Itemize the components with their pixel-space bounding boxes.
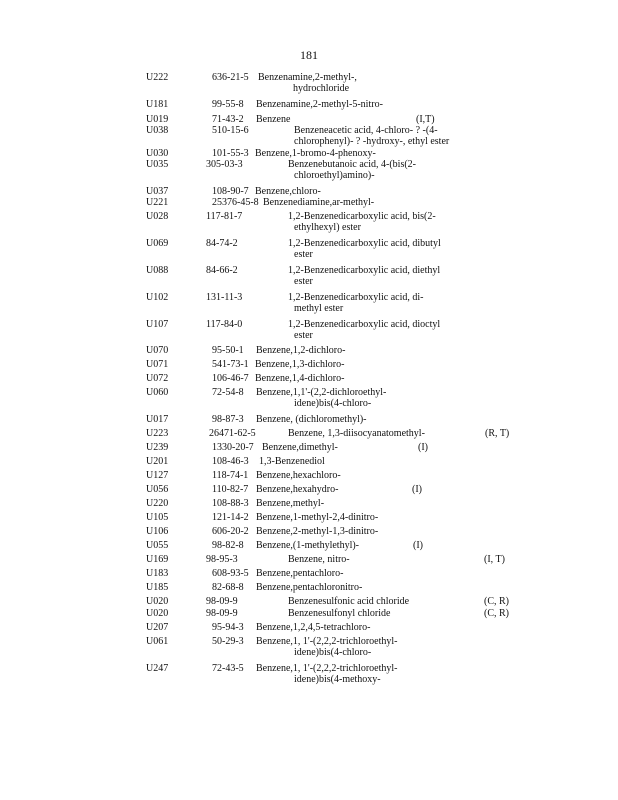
chemical-name bbox=[256, 636, 397, 658]
waste-code: U061 bbox=[146, 636, 169, 647]
waste-code: U102 bbox=[146, 292, 169, 303]
chemical-name-line1: Benzene,1-methyl-2,4-dinitro- bbox=[256, 512, 379, 523]
waste-code: U037 bbox=[146, 186, 169, 197]
chemical-name bbox=[256, 345, 345, 356]
waste-code: U239 bbox=[146, 442, 169, 453]
table-row bbox=[0, 359, 618, 373]
chemical-name-line1: Benzene,1, 1'-(2,2,2-trichloroethyl- bbox=[256, 663, 398, 674]
cas-number: 510-15-6 bbox=[212, 125, 249, 136]
cas-number: 118-74-1 bbox=[212, 470, 249, 481]
chemical-name-line2: hydrochloride bbox=[293, 83, 350, 94]
chemical-name bbox=[258, 72, 357, 94]
chemical-name-line1: Benzene,1,2,4,5-tetrachloro- bbox=[256, 622, 371, 633]
cas-number: 98-87-3 bbox=[212, 414, 244, 425]
chemical-name-line1: 1,2-Benzenedicarboxylic acid, diethyl bbox=[288, 265, 441, 276]
waste-code: U056 bbox=[146, 484, 169, 495]
chemical-name bbox=[256, 114, 290, 125]
cas-number: 108-90-7 bbox=[212, 186, 249, 197]
chemical-name-line2: methyl ester bbox=[294, 303, 344, 314]
hazard-flag: (I) bbox=[418, 442, 428, 453]
chemical-name-line2: idene)bis(4-chloro- bbox=[294, 647, 372, 658]
waste-code: U069 bbox=[146, 238, 169, 249]
cas-number: 95-50-1 bbox=[212, 345, 244, 356]
chemical-name-line1: 1,2-Benzenedicarboxylic acid, dibutyl bbox=[288, 238, 441, 249]
waste-code: U223 bbox=[146, 428, 169, 439]
table-row bbox=[0, 596, 618, 608]
table-row bbox=[0, 554, 618, 568]
chemical-name bbox=[288, 211, 436, 233]
cas-number: 82-68-8 bbox=[212, 582, 244, 593]
chemical-name-line1: Benzene,pentachloro- bbox=[256, 568, 344, 579]
cas-number: 84-66-2 bbox=[206, 265, 238, 276]
table-row bbox=[0, 582, 618, 596]
chemical-name bbox=[255, 373, 344, 384]
chemical-name-line1: Benzene, 1,3-diisocyanatomethyl- bbox=[288, 428, 425, 439]
chemical-name-line1: Benzenesulfonic acid chloride bbox=[288, 596, 410, 607]
table-row bbox=[0, 498, 618, 512]
chemical-name bbox=[255, 186, 321, 197]
table-row bbox=[0, 608, 618, 622]
waste-code: U220 bbox=[146, 498, 169, 509]
chemical-name bbox=[288, 238, 441, 260]
cas-number: 131-11-3 bbox=[206, 292, 243, 303]
cas-number: 636-21-5 bbox=[212, 72, 249, 83]
chemical-name bbox=[256, 512, 378, 523]
table-row bbox=[0, 387, 618, 414]
chemical-name-line1: Benzenamine,2-methyl-, bbox=[258, 72, 357, 83]
chemical-name-line2: idene)bis(4-methoxy- bbox=[294, 674, 381, 685]
cas-number: 71-43-2 bbox=[212, 114, 244, 125]
chemical-name-line1: Benzene,1,3-dichloro- bbox=[255, 359, 345, 370]
cas-number: 106-46-7 bbox=[212, 373, 249, 384]
chemical-name bbox=[256, 540, 359, 551]
chemical-name bbox=[288, 608, 390, 619]
chemical-name-line1: 1,3-Benzenediol bbox=[259, 456, 325, 467]
waste-code: U030 bbox=[146, 148, 169, 159]
hazard-flag: (I, T) bbox=[484, 554, 505, 565]
table-row bbox=[0, 319, 618, 345]
table-row bbox=[0, 114, 618, 125]
chemical-name-line1: 1,2-Benzenedicarboxylic acid, di- bbox=[288, 292, 424, 303]
chemical-name-line1: Benzene,2-methyl-1,3-dinitro- bbox=[256, 526, 379, 537]
cas-number: 117-84-0 bbox=[206, 319, 243, 330]
table-row bbox=[0, 99, 618, 114]
waste-code: U221 bbox=[146, 197, 169, 208]
waste-code: U107 bbox=[146, 319, 169, 330]
waste-code: U038 bbox=[146, 125, 169, 136]
table-row bbox=[0, 345, 618, 359]
chemical-name-line1: Benzene, nitro- bbox=[288, 554, 350, 565]
cas-number: 50-29-3 bbox=[212, 636, 244, 647]
cas-number: 98-95-3 bbox=[206, 554, 238, 565]
chemical-name bbox=[288, 319, 440, 341]
cas-number: 98-09-9 bbox=[206, 596, 238, 607]
table-row bbox=[0, 186, 618, 197]
chemical-name-line1: 1,2-Benzenedicarboxylic acid, dioctyl bbox=[288, 319, 441, 330]
chemical-name-line1: Benzene,dimethyl- bbox=[262, 442, 338, 453]
waste-code: U201 bbox=[146, 456, 169, 467]
chemical-name-line1: Benzene bbox=[256, 114, 291, 125]
waste-code: U127 bbox=[146, 470, 169, 481]
waste-code: U028 bbox=[146, 211, 169, 222]
waste-code: U017 bbox=[146, 414, 169, 425]
chemical-name-line2: ester bbox=[294, 276, 313, 287]
waste-code: U222 bbox=[146, 72, 169, 83]
waste-code: U071 bbox=[146, 359, 169, 370]
cas-number: 72-54-8 bbox=[212, 387, 244, 398]
table-row bbox=[0, 373, 618, 387]
waste-code: U181 bbox=[146, 99, 169, 110]
table-row bbox=[0, 159, 618, 186]
chemical-name-line1: Benzene,(1-methylethyl)- bbox=[256, 540, 360, 551]
chemical-name bbox=[256, 99, 383, 110]
chemical-name-line1: Benzenamine,2-methyl-5-nitro- bbox=[256, 99, 383, 110]
waste-code: U247 bbox=[146, 663, 169, 674]
cas-number: 72-43-5 bbox=[212, 663, 244, 674]
waste-code: U105 bbox=[146, 512, 169, 523]
chemical-name-line1: Benzene,1,4-dichloro- bbox=[255, 373, 345, 384]
chemical-name bbox=[256, 387, 386, 409]
waste-code: U185 bbox=[146, 582, 169, 593]
hazard-flag: (C, R) bbox=[484, 608, 509, 619]
cas-number: 305-03-3 bbox=[206, 159, 243, 170]
cas-number: 101-55-3 bbox=[212, 148, 249, 159]
chemical-name-line1: Benzene,1,1'-(2,2-dichloroethyl- bbox=[256, 387, 387, 398]
hazardous-waste-table bbox=[0, 72, 618, 690]
waste-code: U088 bbox=[146, 265, 169, 276]
cas-number: 25376-45-8 bbox=[212, 197, 259, 208]
chemical-name bbox=[255, 148, 376, 159]
table-row bbox=[0, 636, 618, 663]
chemical-name bbox=[288, 159, 416, 181]
chemical-name-line2: ester bbox=[294, 330, 313, 341]
chemical-name bbox=[262, 442, 338, 453]
waste-code: U035 bbox=[146, 159, 169, 170]
cas-number: 608-93-5 bbox=[212, 568, 249, 579]
chemical-name bbox=[256, 622, 370, 633]
chemical-name bbox=[259, 456, 325, 467]
cas-number: 108-46-3 bbox=[212, 456, 249, 467]
table-row bbox=[0, 540, 618, 554]
chemical-name-line1: Benzene,hexahydro- bbox=[256, 484, 339, 495]
hazard-flag: (I,T) bbox=[416, 114, 435, 125]
chemical-name-line1: Benzene,methyl- bbox=[256, 498, 325, 509]
cas-number: 98-82-8 bbox=[212, 540, 244, 551]
table-row bbox=[0, 238, 618, 265]
hazard-flag: (I) bbox=[412, 484, 422, 495]
table-row bbox=[0, 197, 618, 211]
chemical-name-line1: Benzenesulfonyl chloride bbox=[288, 608, 391, 619]
waste-code: U019 bbox=[146, 114, 169, 125]
chemical-name-line1: Benzenediamine,ar-methyl- bbox=[263, 197, 375, 208]
cas-number: 99-55-8 bbox=[212, 99, 244, 110]
waste-code: U207 bbox=[146, 622, 169, 633]
chemical-name bbox=[294, 125, 449, 147]
waste-code: U070 bbox=[146, 345, 169, 356]
hazard-flag: (I) bbox=[413, 540, 423, 551]
chemical-name-line1: Benzene,1-bromo-4-phenoxy- bbox=[255, 148, 376, 159]
chemical-name-line2: ethylhexyl) ester bbox=[294, 222, 361, 233]
table-row bbox=[0, 72, 618, 99]
waste-code: U020 bbox=[146, 608, 169, 619]
chemical-name bbox=[256, 484, 338, 495]
table-row bbox=[0, 456, 618, 470]
cas-number: 95-94-3 bbox=[212, 622, 244, 633]
cas-number: 84-74-2 bbox=[206, 238, 238, 249]
waste-code: U183 bbox=[146, 568, 169, 579]
chemical-name bbox=[256, 582, 362, 593]
chemical-name bbox=[256, 526, 378, 537]
table-row bbox=[0, 442, 618, 456]
chemical-name-line2: ester bbox=[294, 249, 313, 260]
waste-code: U060 bbox=[146, 387, 169, 398]
cas-number: 117-81-7 bbox=[206, 211, 243, 222]
page-number: 181 bbox=[300, 48, 318, 62]
chemical-name-line1: Benzeneacetic acid, 4-chloro- ? -(4- bbox=[294, 125, 438, 136]
table-row bbox=[0, 148, 618, 159]
cas-number: 606-20-2 bbox=[212, 526, 249, 537]
table-row bbox=[0, 292, 618, 319]
cas-number: 108-88-3 bbox=[212, 498, 249, 509]
table-row bbox=[0, 484, 618, 498]
cas-number: 1330-20-7 bbox=[212, 442, 254, 453]
waste-code: U072 bbox=[146, 373, 169, 384]
waste-code: U106 bbox=[146, 526, 169, 537]
table-row bbox=[0, 428, 618, 442]
hazard-flag: (R, T) bbox=[485, 428, 510, 439]
cas-number: 98-09-9 bbox=[206, 608, 238, 619]
table-row bbox=[0, 414, 618, 428]
hazard-flag: (C, R) bbox=[484, 596, 509, 607]
chemical-name bbox=[288, 292, 424, 314]
cas-number: 541-73-1 bbox=[212, 359, 249, 370]
cas-number: 110-82-7 bbox=[212, 484, 249, 495]
chemical-name-line1: Benzene,1, 1'-(2,2,2-trichloroethyl- bbox=[256, 636, 398, 647]
table-row bbox=[0, 663, 618, 690]
table-row bbox=[0, 470, 618, 484]
table-row bbox=[0, 526, 618, 540]
chemical-name bbox=[256, 663, 397, 685]
table-row bbox=[0, 622, 618, 636]
chemical-name-line1: Benzene,hexachloro- bbox=[256, 470, 341, 481]
table-row bbox=[0, 512, 618, 526]
chemical-name bbox=[288, 265, 440, 287]
chemical-name bbox=[256, 414, 367, 425]
chemical-name bbox=[256, 568, 343, 579]
chemical-name-line2: chloroethyl)amino)- bbox=[294, 170, 375, 181]
table-row bbox=[0, 568, 618, 582]
chemical-name-line1: Benzene, (dichloromethyl)- bbox=[256, 414, 367, 425]
table-row bbox=[0, 265, 618, 292]
cas-number: 121-14-2 bbox=[212, 512, 249, 523]
chemical-name-line1: Benzene,chloro- bbox=[255, 186, 321, 197]
chemical-name bbox=[288, 596, 409, 607]
chemical-name bbox=[288, 428, 425, 439]
cas-number: 26471-62-5 bbox=[209, 428, 256, 439]
chemical-name-line2: chlorophenyl)- ? -hydroxy-, ethyl ester bbox=[294, 136, 450, 147]
chemical-name-line2: idene)bis(4-chloro- bbox=[294, 398, 372, 409]
chemical-name-line1: Benzene,1,2-dichloro- bbox=[256, 345, 346, 356]
chemical-name-line1: Benzenebutanoic acid, 4-(bis(2- bbox=[288, 159, 417, 170]
chemical-name bbox=[255, 359, 344, 370]
table-row bbox=[0, 211, 618, 238]
chemical-name-line1: Benzene,pentachloronitro- bbox=[256, 582, 363, 593]
chemical-name bbox=[256, 470, 341, 481]
chemical-name bbox=[256, 498, 324, 509]
chemical-name-line1: 1,2-Benzenedicarboxylic acid, bis(2- bbox=[288, 211, 436, 222]
waste-code: U169 bbox=[146, 554, 169, 565]
waste-code: U055 bbox=[146, 540, 169, 551]
chemical-name bbox=[288, 554, 350, 565]
chemical-name bbox=[263, 197, 374, 208]
table-row bbox=[0, 125, 618, 148]
waste-code: U020 bbox=[146, 596, 169, 607]
